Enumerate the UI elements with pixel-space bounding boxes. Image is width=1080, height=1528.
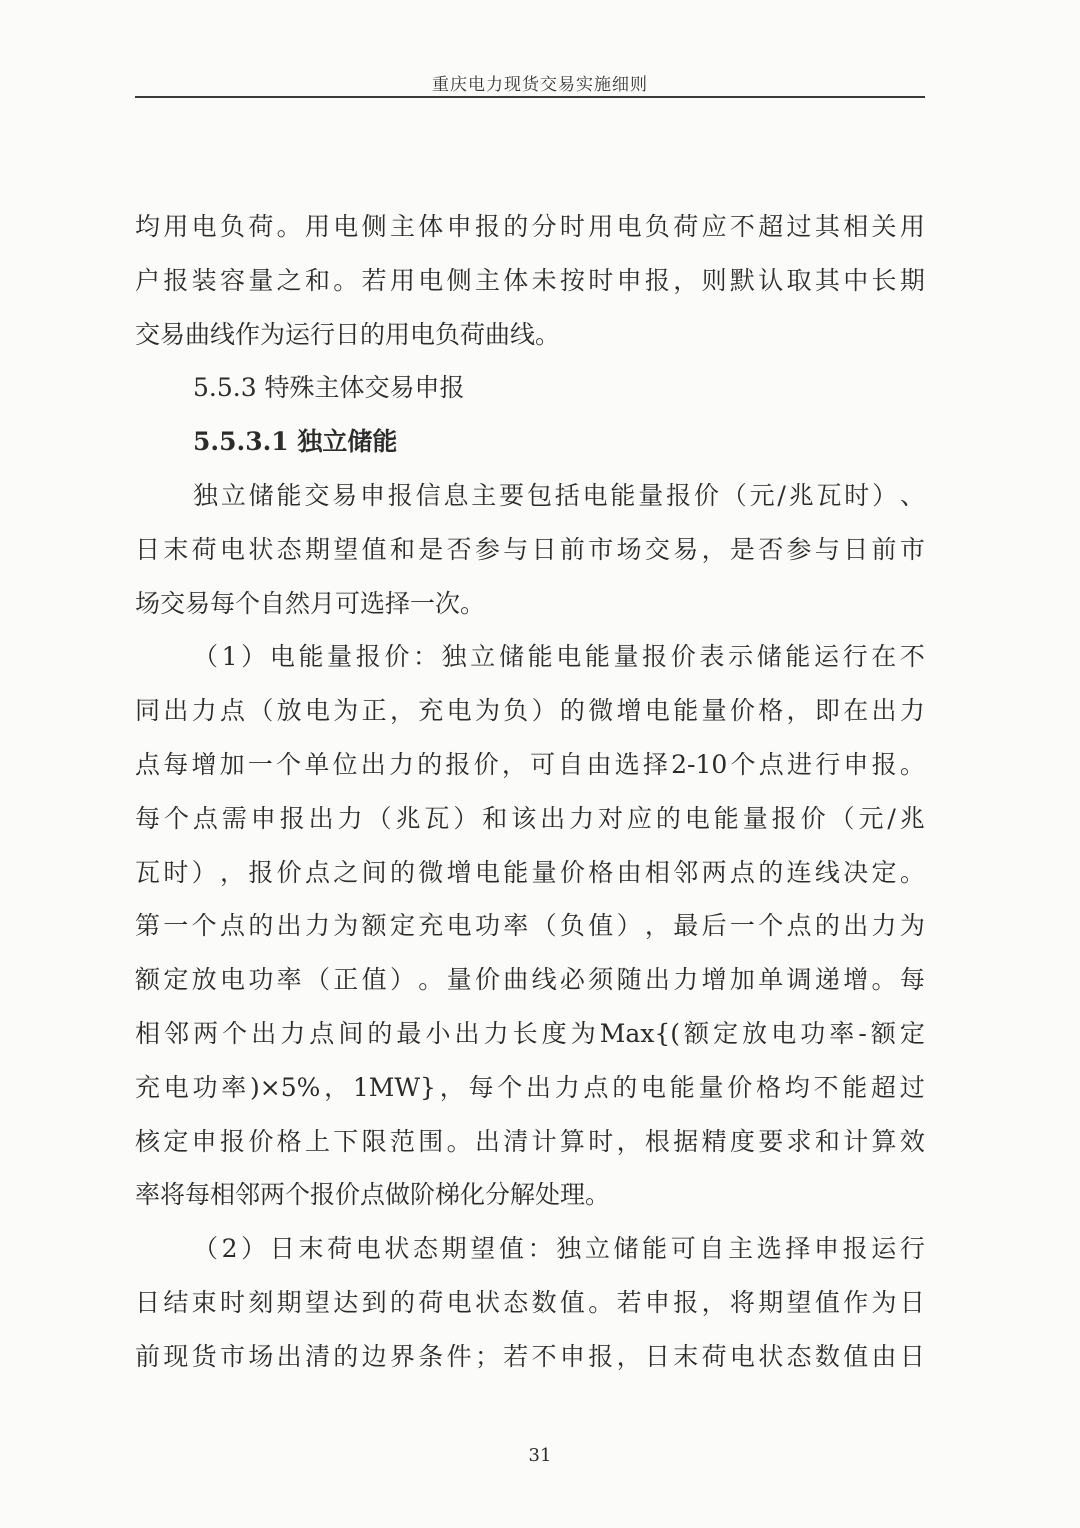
text-line: 独 立 储 能 交 易 申 报 信 息 主 要 包 括 电 能 量 报 价 （ 元 / 兆 瓦 时 ） 、: [193, 480, 925, 510]
text-line: 日 结 束 时 刻 期 望 达 到 的 荷 电 状 态 数 值 。 若 申 报 ， 将 期 望 值 作 为 日: [135, 1287, 925, 1317]
text-line: 每 个 点 需 申 报 出 力 （ 兆 瓦 ） 和 该 出 力 对 应 的 电 能 量 报 价 （ 元 / 兆: [135, 803, 925, 833]
page-number: 31: [528, 1445, 552, 1466]
text-line: （ 1 ） 电 能 量 报 价 ： 独 立 储 能 电 能 量 报 价 表 示 储 能 运 行 在 不: [193, 642, 925, 672]
text-line: 瓦 时 ） ， 报 价 点 之 间 的 微 增 电 能 量 价 格 由 相 邻 两 点 的 连 线 决 定 。: [135, 857, 925, 887]
text-line: 核 定 申 报 价 格 上 下 限 范 围 。 出 清 计 算 时 ， 根 据 精 度 要 求 和 计 算 效: [135, 1126, 925, 1156]
text-line: （ 2 ） 日 末 荷 电 状 态 期 望 值 ： 独 立 储 能 可 自 主 选 择 申 报 运 行: [193, 1234, 925, 1264]
text-line: 充 电 功 率 )×5% ， 1MW} ， 每 个 出 力 点 的 电 能 量 价 格 均 不 能 超 过: [135, 1072, 925, 1102]
text-line: 相 邻 两 个 出 力 点 间 的 最 小 出 力 长 度 为 Max{( 额 定 放 电 功 率 - 额 定: [135, 1018, 925, 1048]
text-line: 额 定 放 电 功 率 （ 正 值 ） 。 量 价 曲 线 必 须 随 出 力 增 加 单 调 递 增 。 每: [135, 965, 925, 995]
text-line: 交易曲线作为运行日的用电负荷曲线。: [135, 319, 561, 349]
text-line: 5.5.3.1 独立储能: [193, 427, 398, 457]
text-line: 前 现 货 市 场 出 清 的 边 界 条 件 ； 若 不 申 报 ， 日 末 荷 电 状 态 数 值 由 日: [135, 1341, 925, 1371]
text-line: 第 一 个 点 的 出 力 为 额 定 充 电 功 率 （ 负 值 ） ， 最 后 一 个 点 的 出 力 为: [135, 911, 925, 941]
header-divider: [135, 96, 925, 98]
text-line: 场交易每个自然月可选择一次。: [135, 588, 486, 618]
text-line: 5.5.3 特殊主体交易申报: [193, 373, 465, 403]
text-line: 均 用 电 负 荷 。 用 电 侧 主 体 申 报 的 分 时 用 电 负 荷 应 不 超 过 其 相 关 用: [135, 212, 925, 241]
text-line: 户 报 装 容 量 之 和 。 若 用 电 侧 主 体 未 按 时 申 报 ， 则 默 认 取 其 中 长 期: [135, 265, 925, 295]
text-line: 同 出 力 点 （ 放 电 为 正 ， 充 电 为 负 ） 的 微 增 电 能 量 价 格 ， 即 在 出 力: [135, 696, 925, 726]
body-text: [135, 200, 925, 1384]
page-header-title: 重庆电力现货交易实施细则: [432, 75, 648, 95]
text-line: 点 每 增 加 一 个 单 位 出 力 的 报 价 ， 可 自 由 选 择 2-10 个 点 进 行 申 报 。: [135, 749, 925, 779]
text-line: 率将每相邻两个报价点做阶梯化分解处理。: [135, 1180, 611, 1210]
text-line: 日 末 荷 电 状 态 期 望 值 和 是 否 参 与 日 前 市 场 交 易 ， 是 否 参 与 日 前 市: [135, 534, 925, 564]
